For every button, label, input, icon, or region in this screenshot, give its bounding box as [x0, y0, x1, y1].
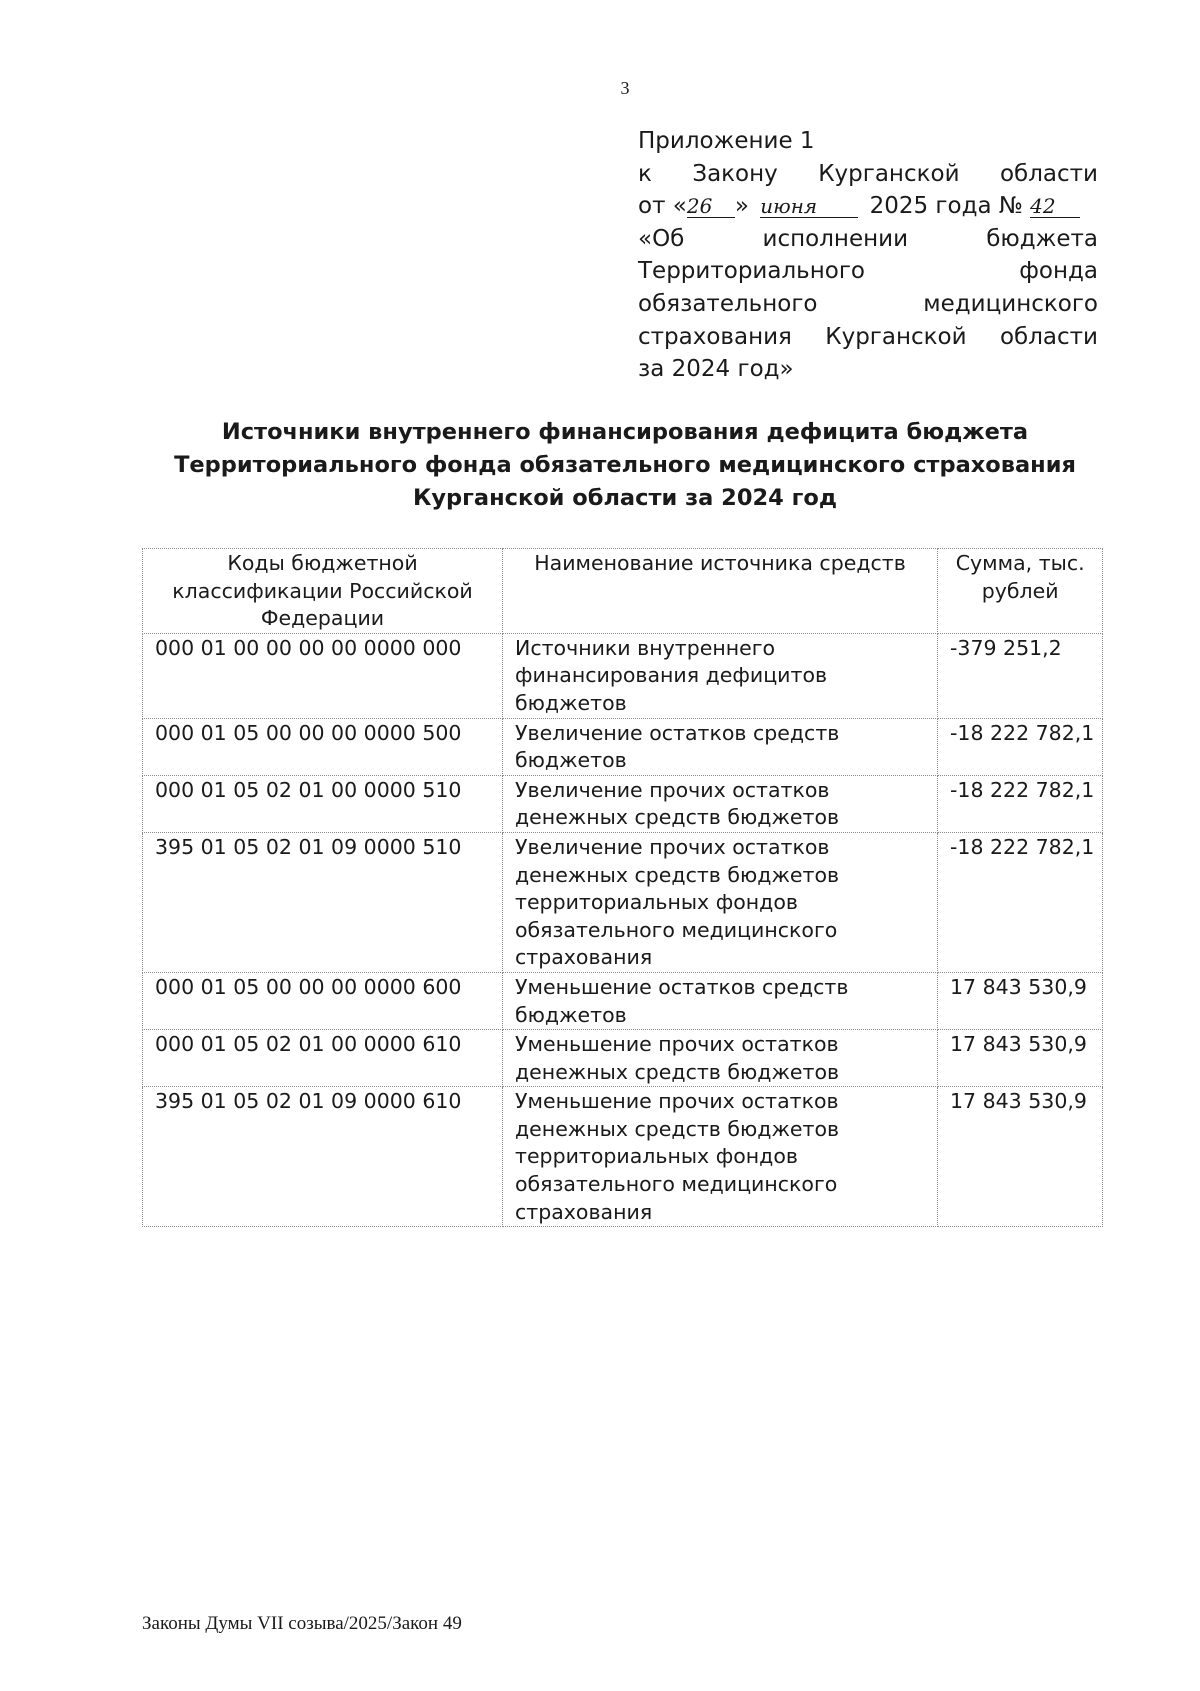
table-row — [143, 972, 1103, 1029]
cell-name: Увеличение прочих остатков денежных средств бюджетов территориальных фондов обязательного медицинского страхования — [503, 832, 938, 972]
appendix-line-1: Приложение 1 — [638, 128, 815, 154]
table-row — [143, 832, 1103, 972]
appendix-word: бюджета — [986, 225, 1099, 252]
table-row — [143, 633, 1103, 718]
document-title — [0, 416, 1200, 515]
cell-code: 000 01 05 00 00 00 0000 600 — [143, 972, 503, 1029]
cell-sum: 17 843 530,9 — [938, 972, 1103, 1029]
handwritten-day: 26 — [687, 195, 735, 218]
cell-name: Уменьшение прочих остатков денежных средств бюджетов территориальных фондов обязательного медицинского страхования — [503, 1087, 938, 1227]
footer-reference: Законы Думы VII созыва/2025/Закон 49 — [142, 1613, 462, 1634]
appendix-word: медицинского — [923, 290, 1098, 317]
page-number: 3 — [620, 78, 630, 98]
cell-sum: -18 222 782,1 — [938, 718, 1103, 775]
header-sum: Сумма, тыс. рублей — [938, 549, 1103, 634]
appendix-word: обязательного — [638, 290, 818, 317]
header-name: Наименование источника средств — [503, 549, 938, 634]
appendix-header — [638, 125, 1098, 386]
table-row — [143, 1030, 1103, 1087]
appendix-line-8: за 2024 год» — [638, 356, 794, 383]
cell-name: Уменьшение прочих остатков денежных средств бюджетов — [503, 1030, 938, 1087]
header-codes: Коды бюджетной классификации Российской Федерации — [143, 549, 503, 634]
appendix-word: к — [638, 160, 652, 187]
handwritten-law-number: 42 — [1030, 195, 1080, 218]
table-row — [143, 775, 1103, 832]
appendix-word: Закону — [692, 160, 778, 187]
appendix-line-6 — [638, 288, 1098, 321]
appendix-word: страхования — [638, 323, 792, 350]
title-line-1: Источники внутреннего финансирования дефицита бюджета — [221, 419, 1029, 445]
date-mid: » — [734, 193, 749, 220]
cell-sum: -18 222 782,1 — [938, 775, 1103, 832]
title-line-2: Территориального фонда обязательного медицинского страхования — [174, 452, 1076, 478]
cell-name: Увеличение остатков средств бюджетов — [503, 718, 938, 775]
cell-name: Источники внутреннего финансирования дефицитов бюджетов — [503, 633, 938, 718]
cell-code: 000 01 05 00 00 00 0000 500 — [143, 718, 503, 775]
cell-code: 395 01 05 02 01 09 0000 610 — [143, 1087, 503, 1227]
cell-code: 000 01 05 02 01 00 0000 510 — [143, 775, 503, 832]
appendix-word: Курганской — [818, 160, 960, 187]
appendix-word: исполнении — [762, 225, 909, 252]
table-header-row — [143, 549, 1103, 634]
table-row — [143, 1087, 1103, 1227]
appendix-word: Территориального — [638, 258, 865, 285]
cell-sum: 17 843 530,9 — [938, 1030, 1103, 1087]
cell-name: Увеличение прочих остатков денежных средств бюджетов — [503, 775, 938, 832]
appendix-line-7 — [638, 321, 1098, 354]
appendix-line-5 — [638, 255, 1098, 288]
cell-sum: 17 843 530,9 — [938, 1087, 1103, 1227]
appendix-word: Курганской — [825, 323, 967, 350]
cell-code: 395 01 05 02 01 09 0000 510 — [143, 832, 503, 972]
cell-sum: -18 222 782,1 — [938, 832, 1103, 972]
title-line-3: Курганской области за 2024 год — [412, 485, 838, 511]
appendix-word: «Об — [638, 225, 685, 252]
cell-sum: -379 251,2 — [938, 633, 1103, 718]
appendix-word: области — [999, 160, 1098, 187]
cell-name: Уменьшение остатков средств бюджетов — [503, 972, 938, 1029]
cell-code: 000 01 00 00 00 00 0000 000 — [143, 633, 503, 718]
appendix-line-2 — [638, 158, 1098, 191]
date-year: 2025 года № — [869, 193, 1023, 220]
cell-code: 000 01 05 02 01 00 0000 610 — [143, 1030, 503, 1087]
appendix-line-4 — [638, 223, 1098, 256]
date-prefix: от « — [638, 193, 687, 220]
table-row — [143, 718, 1103, 775]
appendix-word: фонда — [1019, 258, 1098, 285]
financing-sources-table — [142, 548, 1103, 1227]
handwritten-month: июня — [760, 195, 858, 218]
appendix-line-3 — [638, 190, 1098, 223]
appendix-word: области — [999, 323, 1098, 350]
